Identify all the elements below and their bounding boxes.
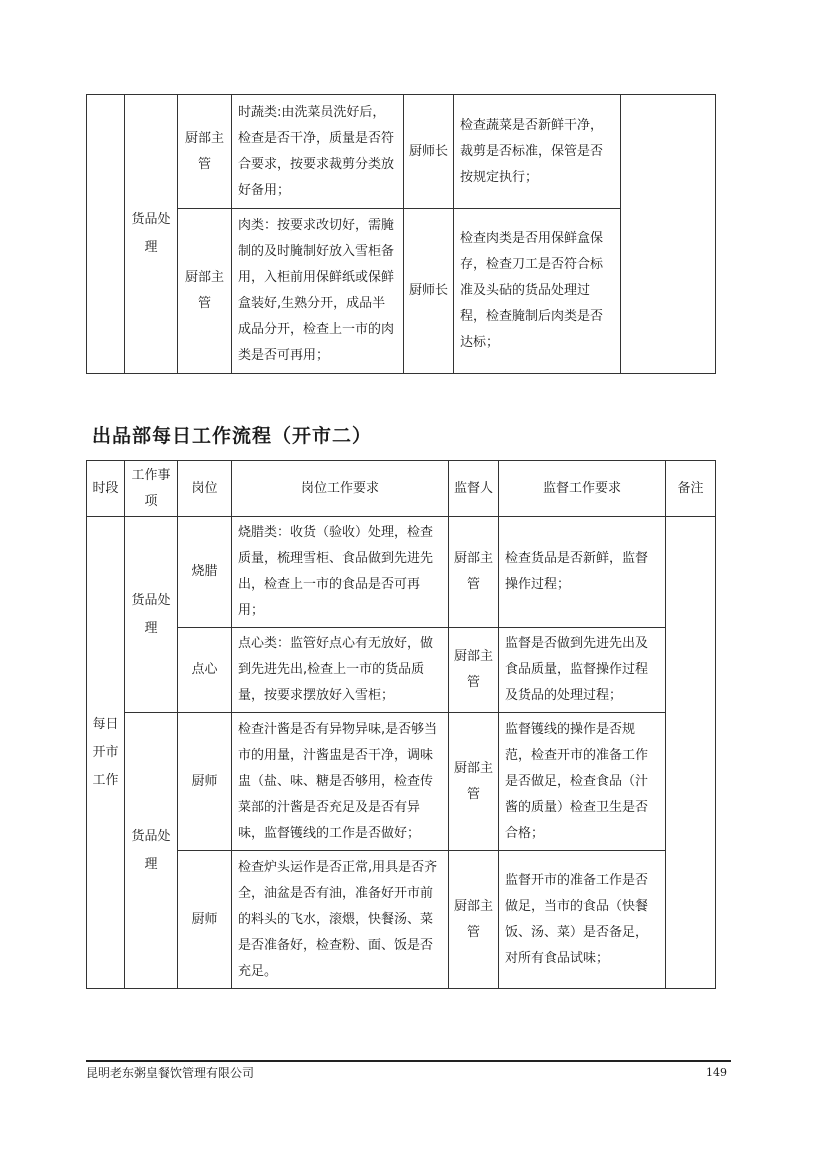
supervision-cell: 检查肉类是否用保鲜盒保存，检查刀工是否符合标准及头砧的货品处理过程，检查腌制后肉类是否达标； [454, 209, 621, 374]
table-row [87, 713, 716, 851]
table-row [87, 628, 716, 713]
requirement-cell: 检查汁酱是否有异物异味,是否够当市的用量，汁酱盅是否干净，调味盅（盐、味、糖是否够用，检查传菜部的汁酱是否充足及是否有异味，监督镬线的工作是否做好； [232, 713, 449, 851]
supervision-cell: 监督是否做到先进先出及食品质量，监督操作过程及货品的处理过程； [499, 628, 666, 713]
header-supervisor: 监督人 [449, 461, 499, 517]
task-cell [125, 95, 178, 374]
requirement-cell: 检查炉头运作是否正常,用具是否齐全，油盆是否有油，准备好开市前的料头的飞水，滚煨，快餐汤、菜是否准备好，检查粉、面、饭是否充足。 [232, 851, 449, 989]
task-cell [125, 713, 178, 989]
supervision-cell: 监督开市的准备工作是否做足，当市的食品（快餐饭、汤、菜）是否备足，对所有食品试味； [499, 851, 666, 989]
page-number: 149 [706, 1066, 727, 1079]
task-label: 货品处理 [131, 592, 171, 636]
position-cell: 点心 [178, 628, 232, 713]
position-cell: 厨师 [178, 851, 232, 989]
daily-workflow-table [86, 460, 716, 989]
footer-divider [86, 1060, 731, 1062]
table-row [87, 517, 716, 628]
supervisor-cell: 厨部主管 [449, 713, 499, 851]
supervisor-cell: 厨部主管 [449, 628, 499, 713]
requirement-cell: 肉类：按要求改切好，需腌制的及时腌制好放入雪柜备用，入柜前用保鲜纸或保鲜盒装好,生熟分开，成品半成品分开，检查上一市的肉类是否可再用； [232, 209, 404, 374]
header-task: 工作事项 [125, 461, 178, 517]
supervisor-cell: 厨师长 [404, 95, 454, 209]
requirement-cell: 点心类：监管好点心有无放好，做到先进先出,检查上一市的货品质量，按要求摆放好入雪柜； [232, 628, 449, 713]
footer-company: 昆明老东粥皇餐饮管理有限公司 [86, 1066, 255, 1080]
period-cell [87, 517, 125, 989]
task-label: 货品处理 [131, 828, 171, 872]
supervisor-cell: 厨部主管 [449, 851, 499, 989]
remark-cell [666, 517, 716, 989]
period-label: 每日开市工作 [92, 716, 119, 788]
supervisor-cell: 厨部主管 [449, 517, 499, 628]
task-label: 货品处理 [131, 212, 171, 255]
header-period: 时段 [87, 461, 125, 517]
supervisor-cell: 厨师长 [404, 209, 454, 374]
supervision-cell: 检查蔬菜是否新鲜干净，裁剪是否标准，保管是否按规定执行； [454, 95, 621, 209]
requirement-cell: 烧腊类：收货（验收）处理，检查质量，梳理雪柜、食品做到先进先出，检查上一市的食品是否可再用； [232, 517, 449, 628]
period-cell [87, 95, 125, 374]
remark-cell [621, 95, 716, 374]
requirement-cell: 时蔬类:由洗菜员洗好后，检查是否干净，质量是否符合要求，按要求裁剪分类放好备用； [232, 95, 404, 209]
table-header-row [87, 461, 716, 517]
continued-workflow-table [86, 94, 716, 374]
position-cell: 烧腊 [178, 517, 232, 628]
header-requirement: 岗位工作要求 [232, 461, 449, 517]
header-supervision: 监督工作要求 [499, 461, 666, 517]
table-row [87, 851, 716, 989]
position-cell: 厨部主管 [178, 95, 232, 209]
header-remark: 备注 [666, 461, 716, 517]
position-cell: 厨师 [178, 713, 232, 851]
section-title: 出品部每日工作流程（开市二） [92, 425, 373, 447]
supervision-cell: 监督镬线的操作是否规范，检查开市的准备工作是否做足，检查食品（汁酱的质量）检查卫生是否合格； [499, 713, 666, 851]
supervision-cell: 检查货品是否新鲜，监督操作过程； [499, 517, 666, 628]
position-cell: 厨部主管 [178, 209, 232, 374]
table-row [87, 95, 716, 209]
task-cell [125, 517, 178, 713]
header-position: 岗位 [178, 461, 232, 517]
